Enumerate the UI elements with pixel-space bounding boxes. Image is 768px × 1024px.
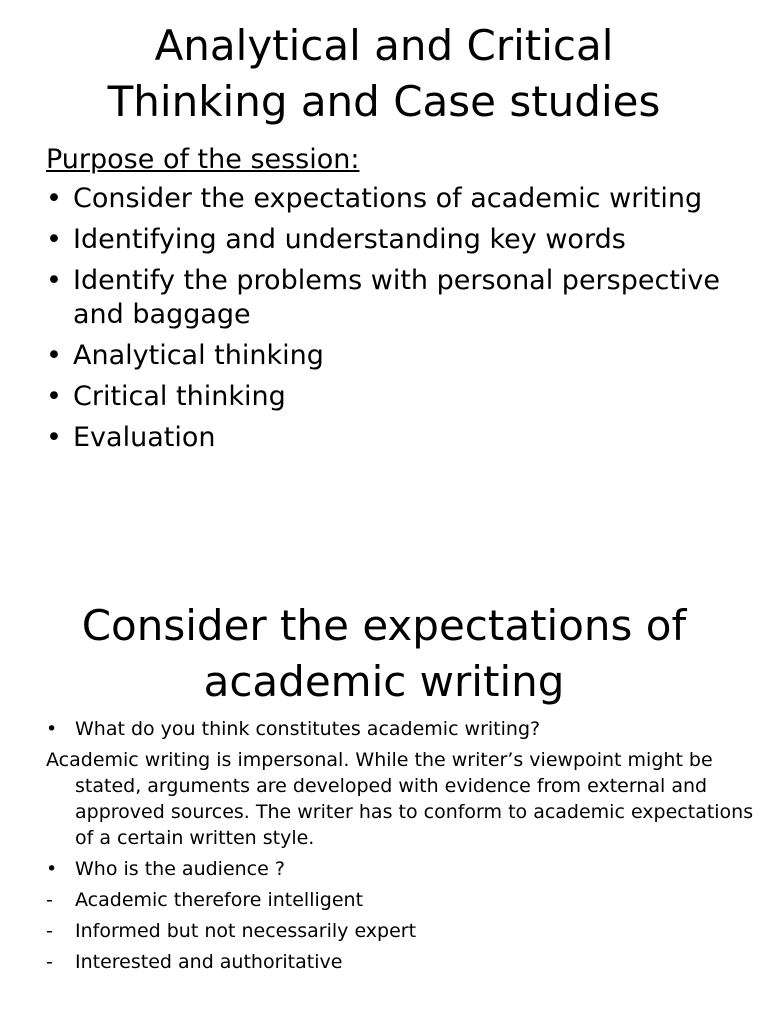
slide-2-title-line-2: academic writing — [203, 657, 565, 706]
bullet-icon: • — [46, 718, 58, 740]
slide-2-body — [46, 716, 754, 980]
audience-item — [46, 918, 736, 944]
audience-text: Academic therefore intelligent — [75, 889, 364, 911]
dash-icon: - — [46, 951, 53, 973]
purpose-bullet-item — [46, 380, 746, 414]
dash-icon: - — [46, 920, 53, 942]
bullet-icon: • — [46, 422, 62, 453]
bullet-icon: • — [46, 183, 62, 214]
question-text: Who is the audience ? — [75, 858, 285, 880]
dash-icon: - — [46, 889, 53, 911]
purpose-bullet-item — [46, 182, 746, 216]
bullet-icon: • — [46, 381, 62, 412]
question-item — [46, 856, 736, 882]
slide-1-title-line-1: Analytical and Critical — [154, 21, 614, 70]
purpose-bullet-text: Evaluation — [73, 422, 216, 453]
bullet-icon: • — [46, 858, 58, 880]
bullet-icon: • — [46, 224, 62, 255]
slide-1-title-line-2: Thinking and Case studies — [107, 77, 661, 126]
audience-text: Informed but not necessarily expert — [75, 920, 417, 942]
purpose-bullet-item — [46, 421, 746, 455]
question-text: What do you think constitutes academic writing? — [75, 718, 541, 740]
purpose-bullet-item — [46, 223, 746, 257]
purpose-heading: Purpose of the session: — [46, 144, 360, 175]
purpose-bullet-list — [46, 182, 746, 462]
slide-2-title-line-1: Consider the expectations of — [81, 601, 687, 650]
bullet-icon: • — [46, 265, 62, 296]
academic-writing-paragraph: Academic writing is impersonal. While the writer’s viewpoint might be stated, arguments are developed with evidence from external and approved sources. The writer has to conform to academic expectations of a certain written style. — [46, 749, 754, 849]
purpose-bullet-text: Consider the expectations of academic writing — [73, 183, 703, 214]
purpose-bullet-item — [46, 264, 746, 332]
purpose-bullet-text: Critical thinking — [73, 381, 286, 412]
purpose-bullet-item — [46, 339, 746, 373]
audience-item — [46, 887, 736, 913]
audience-item — [46, 949, 736, 975]
question-item — [46, 716, 736, 742]
audience-text: Interested and authoritative — [75, 951, 343, 973]
slide-2 — [0, 512, 768, 1024]
purpose-bullet-text: Identifying and understanding key words — [73, 224, 626, 255]
slide-1-title — [0, 18, 768, 130]
bullet-icon: • — [46, 340, 62, 371]
slide-2-title — [0, 598, 768, 710]
purpose-bullet-text: Analytical thinking — [73, 340, 324, 371]
purpose-bullet-text: Identify the problems with personal perspective and baggage — [73, 265, 720, 330]
